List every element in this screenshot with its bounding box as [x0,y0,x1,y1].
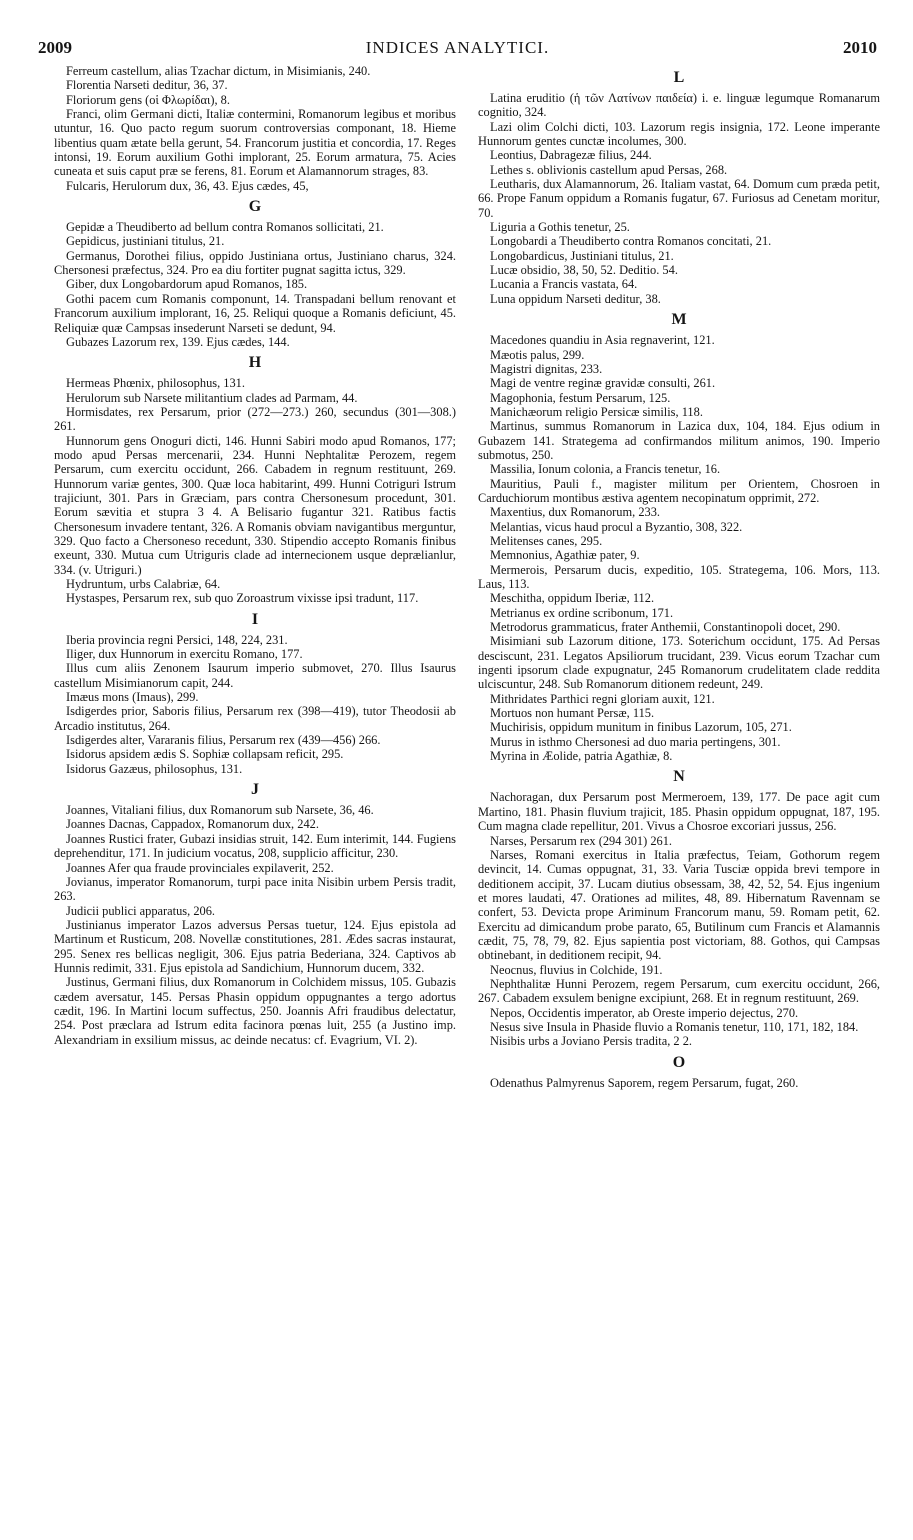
section-letter: O [672,1053,686,1071]
index-entry: Magistri dignitas, 233. [490,361,603,376]
index-entry: Leontius, Dabragezæ filius, 244. [490,148,652,163]
running-title: INDICES ANALYTICI. [365,38,550,57]
index-entry: Luna oppidum Narseti deditur, 38. [490,291,661,306]
index-entry: Latina eruditio (ἡ τῶν Λατίνων παιδεία) i. e. linguæ legumque Romanarum cognitio, 324. [478,91,880,120]
index-entry: Gepidæ a Theudiberto ad bellum contra Romanos sollicitati, 21. [66,220,384,235]
index-entry: Fulcaris, Herulorum dux, 36, 43. Ejus cædes, 45, [66,178,309,193]
index-entry: Memnonius, Agathiæ pater, 9. [490,548,640,563]
section-letter: J [251,781,259,799]
right-page-number: 2010 [843,38,877,57]
index-entry: Herulorum sub Narsete militantium clades ad Parmam, 44. [66,390,358,405]
index-entry: Mermerois, Persarum ducis, expeditio, 105. Strategema, 106. Mors, 113. Laus, 113. [478,562,880,591]
section-letter: M [671,311,687,329]
index-entry: Imæus mons (Imaus), 299. [66,690,199,705]
index-entry: Ferreum castellum, alias Tzachar dictum, in Misimianis, 240. [66,64,371,78]
section-letter: I [251,610,259,628]
index-entry: Misimiani sub Lazorum ditione, 173. Soterichum occidunt, 175. Ad Persas desciscunt, 231. Legatos Apsiliorum trucidant, 239. Vicus eorum Tzachar cum ingenti ipsorum clade expugnatur, 245 Romanorum crudelitatem clade reddita ulciscuntur, 248. Sub Romanorum ditionem redeunt, 249. [478,634,880,692]
index-entry: Gepidicus, justiniani titulus, 21. [66,234,225,249]
right-column [478,64,880,1090]
index-entry: Metrodorus grammaticus, frater Anthemii, Constantinopoli docet, 290. [490,620,841,635]
index-entry: Florentia Narseti deditur, 36, 37. [66,78,228,93]
index-entry: Iliger, dux Hunnorum in exercitu Romano, 177. [66,647,303,662]
index-entry: Martinus, summus Romanorum in Lazica dux, 104, 184. Ejus odium in Gubazem 141. Strategema ad confirmandos militum animos, 190. Imperio submotus, 250. [478,419,880,462]
index-entry: Muchirisis, oppidum munitum in finibus Lazorum, 105, 271. [490,720,792,735]
index-entry: Isdigerdes prior, Saboris filius, Persarum rex (398—419), tutor Theodosii ab Arcadio institutus, 264. [54,704,456,733]
index-entry: Meschitha, oppidum Iberiæ, 112. [490,591,655,606]
index-entry: Murus in isthmo Chersonesi ad duo maria pertingens, 301. [490,734,781,749]
index-entry: Lucæ obsidio, 38, 50, 52. Deditio. 54. [490,263,678,278]
index-entry: Neocnus, fluvius in Colchide, 191. [490,962,663,977]
index-entry: Iberia provincia regni Persici, 148, 224, 231. [66,632,288,647]
index-entry: Hermeas Phœnix, philosophus, 131. [66,376,245,391]
index-entry: Germanus, Dorothei filius, oppido Justiniana ortus, Justiniano charus, 324. Chersonesi præfectus, 324. Pro ea diu fortiter pugnat sagitta ictus, 329. [54,248,456,278]
index-entry: Joannes Afer qua fraude provinciales expilaverit, 252. [66,860,334,875]
index-entry: Metrianus ex ordine scribonum, 171. [490,605,674,620]
index-entry: Lazi olim Colchi dicti, 103. Lazorum regis insignia, 172. Leone imperante Hunnorum gentes cunctæ incolumes, 300. [478,119,880,149]
index-entry: Gothi pacem cum Romanis componunt, 14. Transpadani bellum renovant et Francorum auxilium implorant, 16, 25. Reliqui quoque a Romanis deficiunt, 45. Reliquiæ quæ Campsas insederunt Narseti se dedunt, 94. [54,291,456,335]
index-entry: Isidorus apsidem ædis S. Sophiæ collapsam reficit, 295. [66,747,344,762]
index-entry: Joannes, Vitaliani filius, dux Romanorum sub Narsete, 36, 46. [66,803,374,818]
index-entry: Hydruntum, urbs Calabriæ, 64. [66,577,221,591]
index-entry: Massilia, Ionum colonia, a Francis tenetur, 16. [490,462,721,477]
index-entry: Nesus sive Insula in Phaside fluvio a Romanis tenetur, 110, 171, 182, 184. [490,1019,859,1034]
index-entry: Macedones quandiu in Asia regnaverint, 121. [490,333,715,348]
index-entry: Floriorum gens (οἱ Φλωρίδαι), 8. [66,92,230,107]
index-entry: Giber, dux Longobardorum apud Romanos, 185. [66,277,308,292]
index-entry: Isdigerdes alter, Vararanis filius, Persarum rex (439—456) 266. [66,733,381,748]
index-entry: Maxentius, dux Romanorum, 233. [490,505,661,520]
index-entry: Myrina in Æolide, patria Agathiæ, 8. [490,749,673,764]
index-entry: Magophonia, festum Persarum, 125. [490,390,671,405]
index-entry: Mæotis palus, 299. [490,347,585,362]
index-entry: Isidorus Gazæus, philosophus, 131. [66,761,243,776]
page-header [38,38,877,62]
index-entry: Joannes Dacnas, Cappadox, Romanorum dux, 242. [66,817,319,832]
index-entry: Mithridates Parthici regni gloriam auxit, 121. [490,691,715,706]
index-entry: Nepos, Occidentis imperator, ab Oreste imperio dejectus, 270. [490,1005,799,1020]
index-entry: Longobardicus, Justiniani titulus, 21. [490,248,674,263]
index-entry: Judicii publici apparatus, 206. [66,903,216,918]
index-entry: Narses, Persarum rex (294 301) 261. [490,833,673,848]
index-entry: Franci, olim Germani dicti, Italiæ contermini, Romanorum legibus et moribus utuntur, 16. Quo pacto regum suorum controversias componant, 18. Hieme libentius quam ætate bella gerunt, 54. Francorum justitia et concordia, 17. Reges intonsi, 19. Eorum auxilium Gothi implorant, 25. Eorum armatura, 75. Acies cuneata et suis caput præ se ferens, 81. Eorum et Alamannorum strages, 83. [54,107,456,179]
index-entry: Longobardi a Theudiberto contra Romanos concitati, 21. [490,234,772,249]
index-entry: Hormisdates, rex Persarum, prior (272—273.) 260, secundus (301—308.) 261. [54,404,456,434]
section-letter: G [248,198,262,216]
index-entry: Hystaspes, Persarum rex, sub quo Zoroastrum vixisse ipsi tradunt, 117. [66,591,419,606]
index-entry: Odenathus Palmyrenus Saporem, regem Persarum, fugat, 260. [490,1075,799,1090]
index-entry: Mauritius, Pauli f., magister militum per Orientem, Chosroen in Carduchiorum montibus æstiva agentem necopinatum opprimit, 272. [478,476,880,505]
index-entry: Mortuos non humant Persæ, 115. [490,706,655,721]
index-entry: Leutharis, dux Alamannorum, 26. Italiam vastat, 64. Domum cum præda petit, 66. Prope Fanum oppidum a Romanis fugatur, 67. Furiosus ad Cenetam moritur, 70. [478,177,880,220]
index-entry: Hunnorum gens Onoguri dicti, 146. Hunni Sabiri modo apud Romanos, 177; modo apud Persas mercenarii, 234. Hunni Nephtalitæ Perozem, regem Persarum, cum exercitu occidunt, 266. Cabadem in regnum restituunt, 269. Hunnorum variæ gentes, 300. Quæ loca habitarint, 499. Hunni Cotriguri Istrum trajiciunt, 301. Pars in Græciam, pars contra Chersonesum procedunt, 301. Eorum sævitia et stupra 3 4. A Belisario fugantur 321. Ratibus factis Chersonesum invadere tentant, 326. A Romanis obviam navigantibus merguntur, 329. Quo facto a Chersoneso recedunt, 330. Stipendio accepto Romanis finibus exeunt, 330. Mutua cum Utriguris clade ad internecionem usque deprælianlur, 334. (v. Utriguri.) [54,433,456,577]
index-entry: Gubazes Lazorum rex, 139. Ejus cædes, 144. [66,334,290,349]
index-entry: Manichæorum religio Persicæ similis, 118. [490,404,703,419]
index-entry: Illus cum aliis Zenonem Isaurum imperio submovet, 270. Illus Isaurus castellum Misimianorum capit, 244. [54,661,456,690]
index-entry: Magi de ventre reginæ gravidæ consulti, 261. [490,376,716,391]
index-entry: Melantias, vicus haud procul a Byzantio, 308, 322. [490,519,743,534]
index-entry: Liguria a Gothis tenetur, 25. [490,220,630,235]
index-entry: Lethes s. oblivionis castellum apud Persas, 268. [490,162,728,177]
section-letter: L [673,69,685,86]
section-letter: N [673,768,685,786]
index-entry: Nephthalitæ Hunni Perozem, regem Persarum, cum exercitu occidunt, 266, 267. Cabadem exsulem benigne excipiunt, 268. Et in regnum restituunt, 269. [478,976,880,1006]
index-entry: Justinus, Germani filius, dux Romanorum in Colchidem missus, 105. Gubazis cædem aversatur, 145. Persas Phasin oppidum oppugnantes a tergo adortus cædit, 196. In Martini locum suffectus, 250. Joannis Afri fraudibus delectatur, 254. Post præclara ad Istrum edita facinora pœnas luit, 255 (a Justino imp. Alexandriam in exsilium missus, ac deinde necatus: cf. Evagrium, VI. 2). [54,975,456,1047]
index-entry: Justinianus imperator Lazos adversus Persas tuetur, 124. Ejus epistola ad Martinum et Rusticum, 208. Novellæ constitutiones, 281. Ædes sacras instaurat, 295. Senex res bellicas negligit, 306. Ejus patria Bederiana, 324. Captivos ab Hunnis redimit, 331. Ejus epistola ad Sandichium, Hunnorum ducem, 332. [54,917,456,975]
index-entry: Nisibis urbs a Joviano Persis tradita, 2 2. [490,1034,693,1049]
index-entry: Narses, Romani exercitus in Italia præfectus, Teiam, Gothorum regem devincit, 14. Cumas oppugnat, 31, 33. Varia Tusciæ oppida brevi tempore in deditionem accipit, 37. Lucam diutius obsessam, 38, 42, 52, 54. Ejus ingenium et mores laudati, 47. Orationes ad milites, 48, 89. Hibernatum Ravennam se confert, 53. Devicta prope Ariminum Francorum manu, 59. Romam petit, 62. Exercitu ad dimicandum probe parato, 65, Butilinum cum Francis et Alamannis cædit, 75, 78, 79, 82. Ejus sapientia post victoriam, 88. Gothos, qui Campsas obtinebant, in deditionem recipit, 94. [478,847,880,963]
left-page-number: 2009 [38,38,72,57]
index-entry: Melitenses canes, 295. [490,533,603,548]
left-column [54,64,456,1047]
index-entry: Jovianus, imperator Romanorum, turpi pace inita Nisibin urbem Persis tradit, 263. [54,874,456,904]
section-letter: H [248,354,262,372]
index-entry: Joannes Rustici frater, Gubazi insidias struit, 142. Eum interimit, 144. Fugiens deprehenditur, 171. In judicium vocatus, 208, supplicio afficitur, 230. [54,831,456,861]
index-entry: Lucania a Francis vastata, 64. [490,277,638,292]
index-entry: Nachoragan, dux Persarum post Mermeroem, 139, 177. De pace agit cum Martino, 181. Phasin fluvium trajicit, 185. Phasin oppidum oppugnat, 187, 195. Cum magna clade repellitur, 201. Vivus a Chosroe excoriari jussus, 256. [478,790,880,834]
